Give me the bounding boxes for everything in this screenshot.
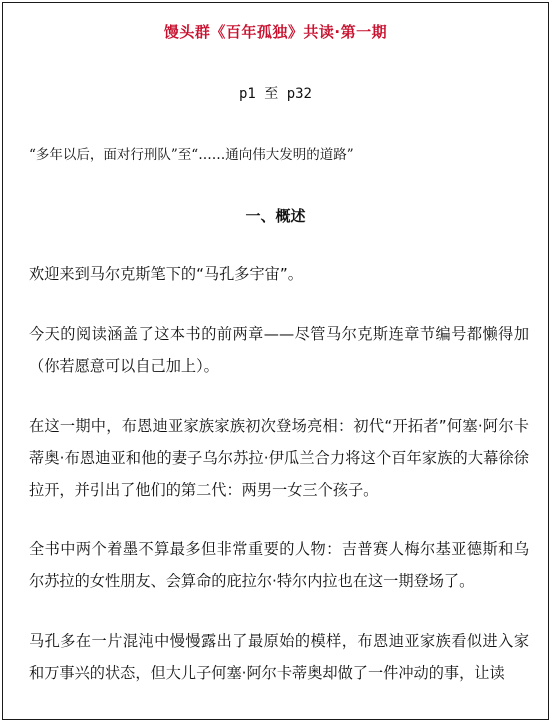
paragraph-characters: 全书中两个着墨不算最多但非常重要的人物：吉普赛人梅尔基亚德斯和乌尔苏拉的女性朋友、会算命的庇拉尔·特尔内拉也在这一期登场了。	[29, 540, 529, 590]
paragraph-coverage: 今天的阅读涵盖了这本书的前两章——尽管马尔克斯连章节编号都懒得加（你若愿意可以自己加上）。	[29, 325, 529, 375]
paragraph-family-intro: 在这一期中，布恩迪亚家族家族初次登场亮相：初代“开拓者”何塞·阿尔卡蒂奥·布恩迪亚和他的妻子乌尔苏拉·伊瓜兰合力将这个百年家族的大幕徐徐拉开，并引出了他们的第二代：两男一女三个孩子。	[29, 417, 529, 499]
document-title: 馒头群《百年孤独》共读·第一期	[163, 23, 388, 41]
page-range: p1 至 p32	[238, 86, 312, 102]
document-page	[2, 2, 549, 720]
paragraph-macondo: 马孔多在一片混沌中慢慢露出了最原始的模样，布恩迪亚家族看似进入家和万事兴的状态，但大儿子何塞·阿尔卡蒂奥却做了一件冲动的事，让读	[29, 632, 529, 682]
section-heading: 一、概述	[245, 207, 306, 225]
paragraph-welcome: 欢迎来到马尔克斯笔下的“马孔多宇宙”。	[29, 265, 303, 283]
reading-range: “多年以后，面对行刑队”至“……通向伟大发明的道路”	[29, 147, 354, 163]
